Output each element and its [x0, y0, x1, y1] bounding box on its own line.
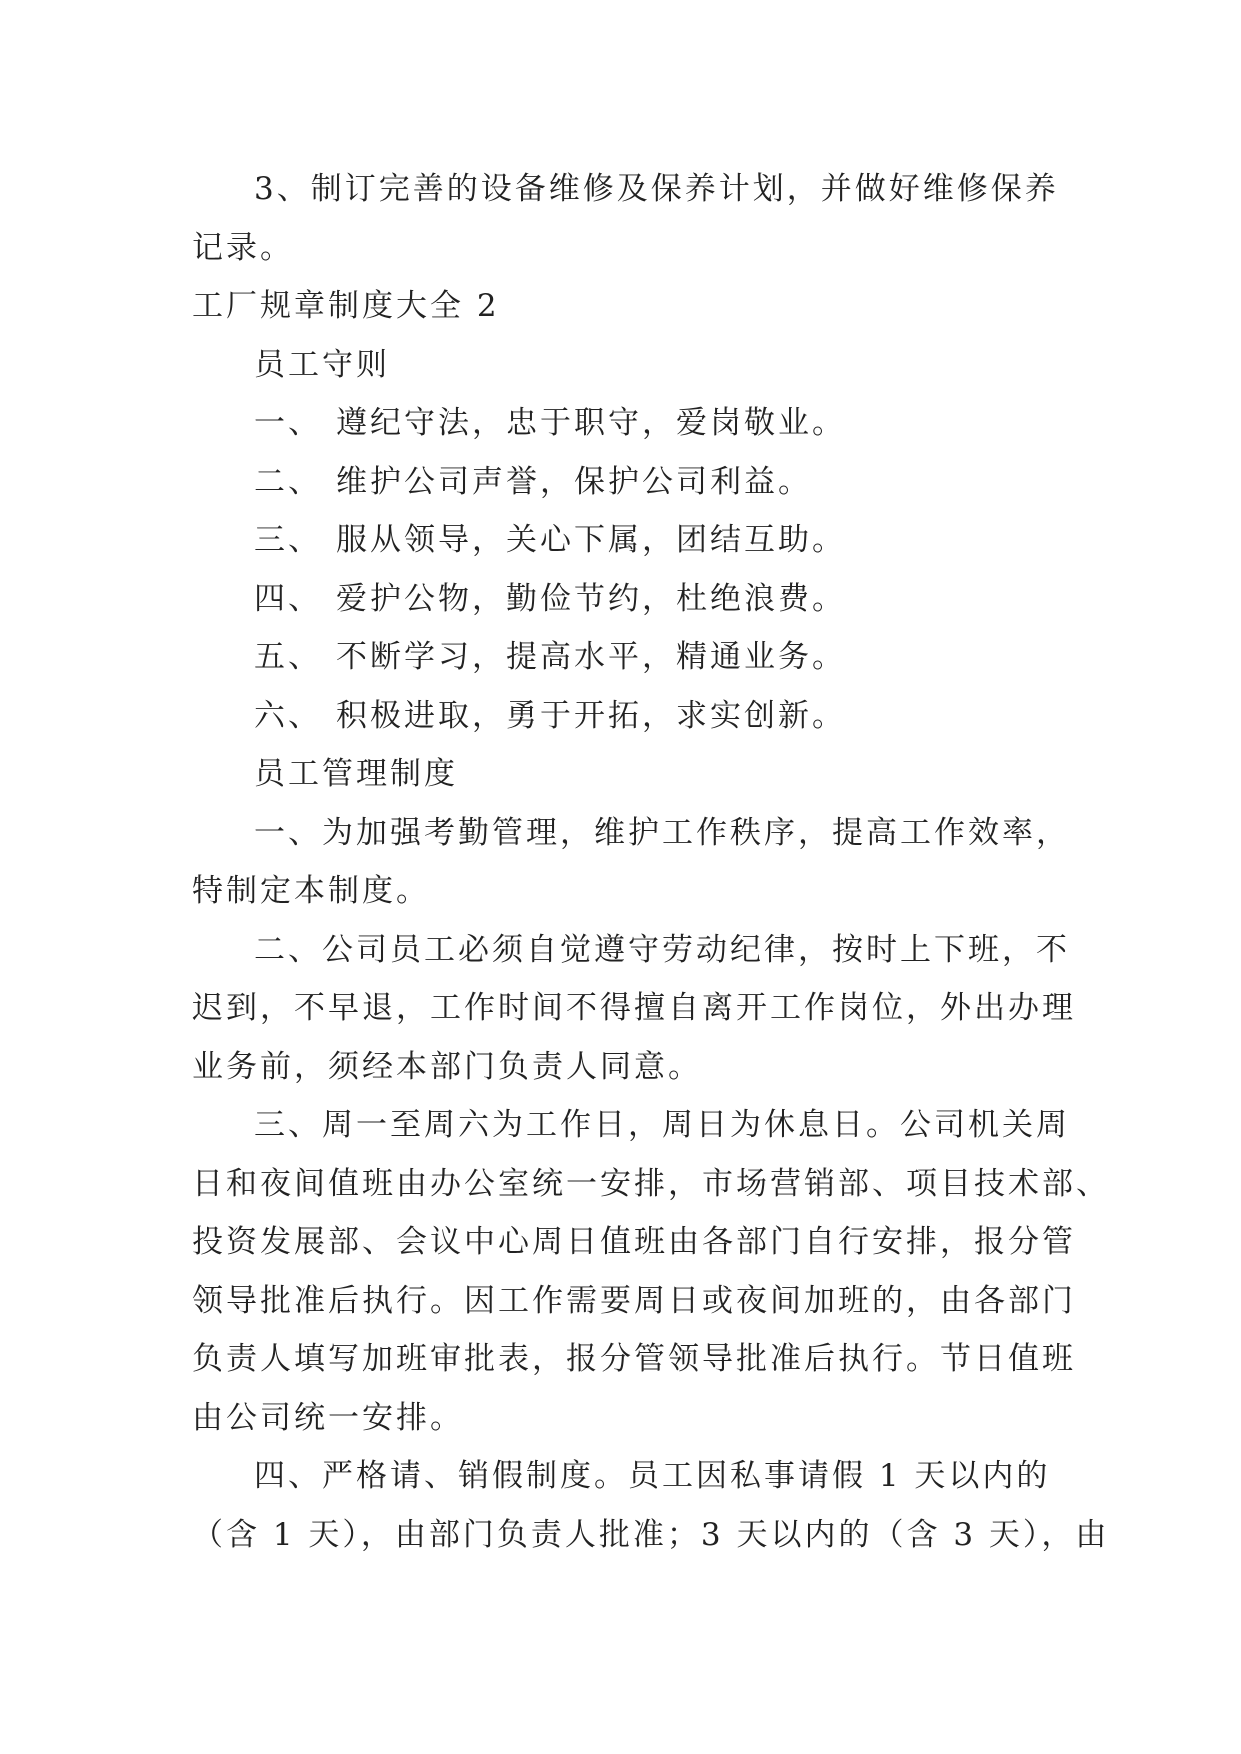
paragraph-line: 3、制订完善的设备维修及保养计划，并做好维修保养: [254, 171, 1059, 207]
subsection-title: 员工管理制度: [254, 756, 458, 792]
rule-item: [192, 687, 1052, 746]
rule-number: 一、: [254, 405, 322, 441]
rule-text: 积极进取，勇于开拓，求实创新。: [336, 697, 846, 734]
paragraph-line: 领导批准后执行。因工作需要周日或夜间加班的，由各部门: [192, 1282, 1076, 1319]
rule-text: 服从领导，关心下属，团结互助。: [336, 522, 846, 558]
paragraph-line: 负责人填写加班审批表，报分管领导批准后执行。节日值班: [192, 1341, 1076, 1377]
rule-item: [192, 570, 1052, 629]
rule-item: [192, 394, 1052, 453]
rule-text: 爱护公物，勤俭节约，杜绝浪费。: [336, 580, 846, 617]
rule-number: 六、: [254, 697, 322, 734]
paragraph-line: 特制定本制度。: [192, 873, 430, 909]
rule-text: 维护公司声誉，保护公司利益。: [336, 463, 812, 500]
rule-number: 五、: [254, 639, 322, 675]
rule-number: 三、: [254, 522, 322, 558]
rule-item: [192, 453, 1052, 512]
paragraph-line: 三、周一至周六为工作日，周日为休息日。公司机关周: [254, 1107, 1070, 1143]
rule-item: [192, 511, 1052, 570]
paragraph-line: 日和夜间值班由办公室统一安排，市场营销部、项目技术部、: [192, 1165, 1110, 1202]
rule-text: 不断学习，提高水平，精通业务。: [336, 639, 846, 675]
rule-number: 四、: [254, 580, 322, 617]
paragraph-line: 二、公司员工必须自觉遵守劳动纪律，按时上下班，不: [254, 931, 1070, 968]
rule-number: 二、: [254, 463, 322, 500]
section-title: 工厂规章制度大全 2: [192, 288, 500, 324]
paragraph-line: 业务前，须经本部门负责人同意。: [192, 1048, 702, 1085]
rule-item: [192, 628, 1052, 687]
paragraph-line: 投资发展部、会议中心周日值班由各部门自行安排，报分管: [192, 1224, 1076, 1260]
paragraph-line: 记录。: [192, 229, 294, 266]
paragraph-line: 迟到，不早退，工作时间不得擅自离开工作岗位，外出办理: [192, 990, 1076, 1026]
rule-text: 遵纪守法，忠于职守，爱岗敬业。: [336, 405, 846, 441]
document-body: [192, 160, 1110, 1564]
paragraph-line: 一、为加强考勤管理，维护工作秩序，提高工作效率，: [254, 814, 1070, 851]
subsection-title: 员工守则: [254, 346, 390, 383]
paragraph-line: （含 1 天），由部门负责人批准；3 天以内的（含 3 天），由: [192, 1516, 1110, 1553]
paragraph-line: 四、严格请、销假制度。员工因私事请假 1 天以内的: [254, 1458, 1051, 1494]
paragraph-line: 由公司统一安排。: [192, 1399, 464, 1436]
